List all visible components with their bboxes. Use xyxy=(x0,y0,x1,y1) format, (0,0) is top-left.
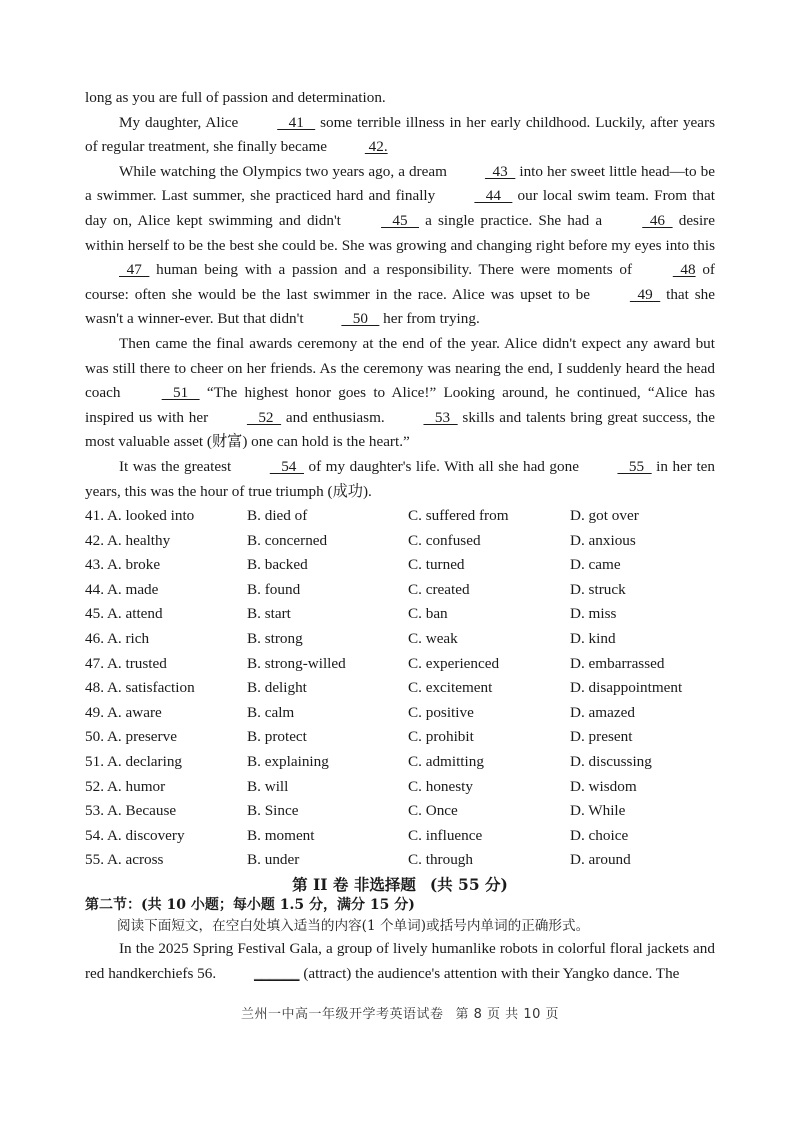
option-b: B. died of xyxy=(247,507,308,525)
passage-text: It was the greatest xyxy=(119,457,236,475)
passage-text: Then came the final awards ceremony at the end of the year. Alice didn't expect any award but was still there to cheer on her friends. As the ceremony was nearing the end, I suddenly heard the head coach xyxy=(85,334,715,402)
blank-55: 55 xyxy=(617,457,652,475)
option-b: B. calm xyxy=(247,703,295,721)
passage-text: In the 2025 Spring Festival Gala, a group of lively humanlike robots in colorful floral jackets and red handkerchiefs 56. xyxy=(85,940,715,982)
option-b: B. explaining xyxy=(247,753,329,771)
blank-43: 43 xyxy=(484,162,516,180)
passage-text: human being with a passion and a responsibility. There were moments of xyxy=(149,261,639,279)
blank-53: 53 xyxy=(423,408,458,426)
option-c: C. confused xyxy=(408,531,481,549)
option-a: 55. A. across xyxy=(85,851,164,869)
blank-46: 46 xyxy=(642,211,673,229)
option-d: D. came xyxy=(570,556,621,574)
passage-text: of my daughter's life. With all she had gone xyxy=(303,457,584,475)
option-row-54 xyxy=(85,824,715,849)
option-c: C. suffered from xyxy=(408,507,509,525)
passage-text: a single practice. She had a xyxy=(419,211,609,229)
option-row-49 xyxy=(85,701,715,726)
blank-41: 41 xyxy=(277,113,316,131)
passage-text: that she wasn't a winner-ever. But that didn't xyxy=(85,285,715,328)
blank-44: 44 xyxy=(474,187,513,205)
option-row-41 xyxy=(85,504,715,529)
option-row-43 xyxy=(85,553,715,578)
option-b: B. concerned xyxy=(247,531,328,549)
blank-42: 42. xyxy=(364,138,388,156)
option-a: 46. A. rich xyxy=(85,630,150,648)
option-a: 45. A. attend xyxy=(85,605,163,623)
option-row-48 xyxy=(85,676,715,701)
option-c: C. excitement xyxy=(408,679,493,697)
part-2-score: (共 55 分) xyxy=(429,875,508,894)
option-d: D. present xyxy=(570,728,633,746)
blank-54: 54 xyxy=(269,457,304,475)
option-c: C. turned xyxy=(408,556,465,574)
option-b: B. will xyxy=(247,777,289,795)
part-2-title-main: 第 II 卷 非选择题 xyxy=(292,875,416,894)
option-row-51 xyxy=(85,750,715,775)
option-d: D. discussing xyxy=(570,753,652,771)
passage-text: While watching the Olympics two years ago, a dream xyxy=(119,162,451,180)
option-a: 49. A. aware xyxy=(85,703,162,721)
passage-text: (attract) the audience's attention with their Yangko dance. The xyxy=(299,964,680,982)
option-d: D. miss xyxy=(570,605,617,623)
blank-52: 52 xyxy=(246,408,282,426)
blank-50: 50 xyxy=(341,310,380,328)
passage-paragraph-1 xyxy=(85,111,715,160)
blank-49: 49 xyxy=(629,285,661,303)
option-a: 52. A. humor xyxy=(85,777,166,795)
passage-text: some terrible illness in her early childhood. Luckily, after years of regular treatment, she finally became xyxy=(85,113,715,156)
option-row-53 xyxy=(85,799,715,824)
option-row-55 xyxy=(85,848,715,873)
option-d: D. kind xyxy=(570,630,616,648)
option-c: C. Once xyxy=(408,802,458,820)
option-d: D. While xyxy=(570,802,626,820)
page-footer xyxy=(0,1003,800,1022)
option-c: C. influence xyxy=(408,826,483,844)
option-a: 41. A. looked into xyxy=(85,507,195,525)
option-c: C. positive xyxy=(408,703,474,721)
option-row-42 xyxy=(85,529,715,554)
option-a: 53. A. Because xyxy=(85,802,177,820)
option-a: 44. A. made xyxy=(85,580,159,598)
option-c: C. prohibit xyxy=(408,728,474,746)
passage-text: in her ten years, this was the hour of true triumph (成功). xyxy=(85,457,715,500)
section-2-heading: 第二节：(共 10 小题；每小题 1.5 分，满分 15 分) xyxy=(85,897,415,913)
option-b: B. found xyxy=(247,580,301,598)
passage-text: desire within herself to be the best she could be. She was growing and changing right before my eyes into this xyxy=(85,211,715,254)
option-a: 43. A. broke xyxy=(85,556,161,574)
passage-paragraph-2 xyxy=(85,160,715,332)
passage-text: “The highest honor goes to Alice!” Looking around, he continued, “Alice has inspired us with her xyxy=(85,384,715,426)
option-b: B. strong-willed xyxy=(247,654,346,672)
option-b: B. backed xyxy=(247,556,308,574)
option-b: B. delight xyxy=(247,679,307,697)
option-d: D. embarrassed xyxy=(570,654,665,672)
option-a: 47. A. trusted xyxy=(85,654,167,672)
option-row-50 xyxy=(85,725,715,750)
exam-title: 兰州一中高一年级开学考英语试卷 xyxy=(241,1007,444,1022)
blank-51: 51 xyxy=(161,384,200,402)
passage-text: her from trying. xyxy=(379,310,480,328)
passage-paragraph-3 xyxy=(85,332,715,455)
option-a: 51. A. declaring xyxy=(85,753,183,771)
blank-45: 45 xyxy=(381,211,419,229)
option-d: D. anxious xyxy=(570,531,636,549)
option-row-45 xyxy=(85,602,715,627)
option-b: B. under xyxy=(247,851,300,869)
option-b: B. strong xyxy=(247,630,303,648)
passage-text: into her sweet little head—to be a swimmer. Last summer, she practiced hard and finally xyxy=(85,162,715,205)
option-c: C. honesty xyxy=(408,777,473,795)
option-b: B. protect xyxy=(247,728,307,746)
section-2-instruction: 阅读下面短文，在空白处填入适当的内容(1 个单词)或括号内单词的正确形式。 xyxy=(117,918,590,934)
option-a: 48. A. satisfaction xyxy=(85,679,195,697)
option-d: D. got over xyxy=(570,507,639,525)
passage-line-continuation xyxy=(85,86,715,111)
blank-47: 47 xyxy=(119,261,150,279)
options-table xyxy=(85,504,715,873)
grammar-passage xyxy=(85,937,715,986)
option-row-44 xyxy=(85,578,715,603)
passage-text: and enthusiasm. xyxy=(281,408,390,426)
part-2-title xyxy=(85,874,715,895)
passage-text: long as you are full of passion and determination. xyxy=(85,89,386,106)
option-c: C. ban xyxy=(408,605,448,623)
option-c: C. weak xyxy=(408,630,458,648)
option-b: B. start xyxy=(247,605,291,623)
option-c: C. through xyxy=(408,851,473,869)
option-d: D. wisdom xyxy=(570,777,637,795)
exam-page xyxy=(85,86,715,986)
blank-48: 48 xyxy=(672,261,696,279)
option-d: D. around xyxy=(570,851,631,869)
option-c: C. admitting xyxy=(408,753,484,771)
option-d: D. amazed xyxy=(570,703,635,721)
passage-text: skills and talents bring great success, the most valuable asset (财富) one can hold is the heart.” xyxy=(85,408,716,451)
option-row-47 xyxy=(85,652,715,677)
option-b: B. moment xyxy=(247,826,315,844)
option-d: D. choice xyxy=(570,826,629,844)
page-number: 第 8 页 共 10 页 xyxy=(455,1007,559,1022)
option-row-52 xyxy=(85,775,715,800)
option-b: B. Since xyxy=(247,802,299,820)
option-a: 42. A. healthy xyxy=(85,531,171,549)
blank-56: ______ xyxy=(253,964,300,982)
passage-text: our local swim team. From that day on, Alice kept swimming and didn't xyxy=(85,187,715,229)
option-c: C. created xyxy=(408,580,470,598)
option-c: C. experienced xyxy=(408,654,500,672)
passage-text: of course: often she would be the last swimmer in the race. Alice was upset to be xyxy=(85,261,715,303)
option-a: 54. A. discovery xyxy=(85,826,185,844)
option-row-46 xyxy=(85,627,715,652)
passage-paragraph-4 xyxy=(85,455,715,504)
option-d: D. disappointment xyxy=(570,679,683,697)
passage-text: My daughter, Alice xyxy=(119,113,244,131)
option-d: D. struck xyxy=(570,580,626,598)
option-a: 50. A. preserve xyxy=(85,728,177,746)
